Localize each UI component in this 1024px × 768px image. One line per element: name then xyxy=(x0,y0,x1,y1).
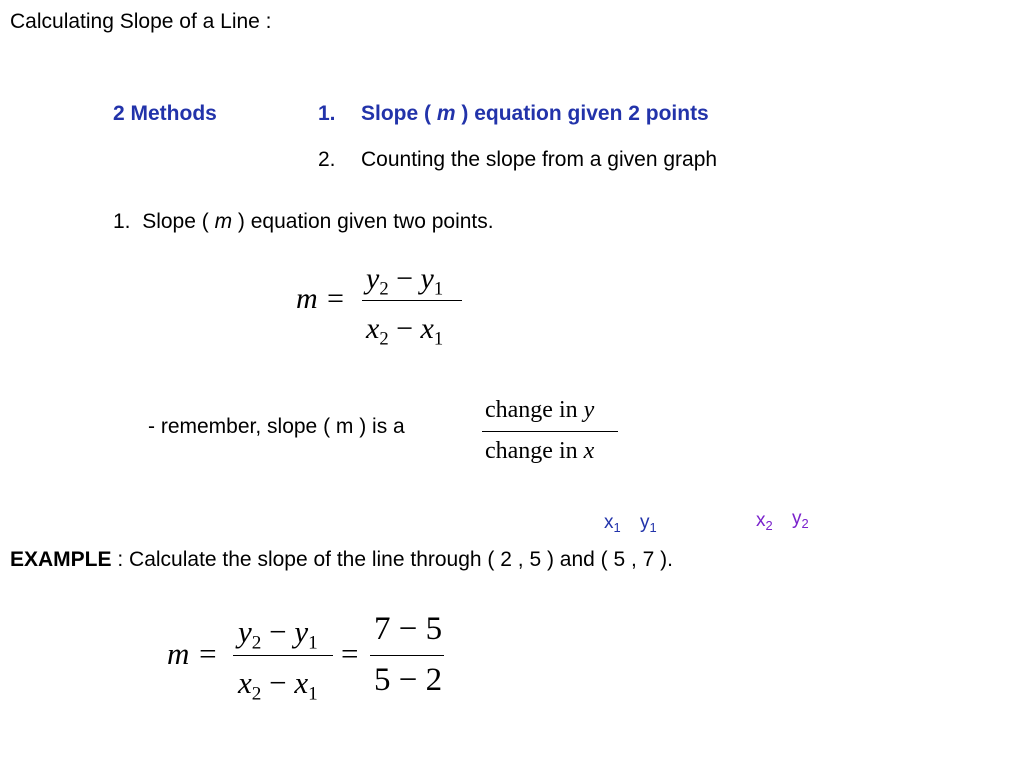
label-y2 xyxy=(792,508,809,531)
formula-den-x2-sub: 2 xyxy=(379,328,389,350)
label-y2-sub: 2 xyxy=(801,515,809,531)
formula-den-x1-sub: 1 xyxy=(433,328,444,350)
label-x1 xyxy=(604,512,621,535)
example-den-x1: x xyxy=(294,665,309,700)
formula-num-y1: y xyxy=(420,262,434,295)
section-1-after: ) equation given two points. xyxy=(237,210,494,233)
method-1-before: Slope ( xyxy=(361,102,432,125)
formula-den-x1: x xyxy=(420,312,434,345)
formula-num-y2-sub: 2 xyxy=(379,278,389,300)
example-num-y1: y xyxy=(294,614,309,649)
remember-numerator xyxy=(485,397,594,424)
label-y1-letter: y xyxy=(640,512,650,533)
example-formula-lhs: m = xyxy=(167,636,219,671)
example-den-x1-sub: 1 xyxy=(308,683,318,705)
page-title: Calculating Slope of a Line : xyxy=(10,10,272,33)
formula-numerator xyxy=(366,262,443,301)
remember-fraction-bar xyxy=(482,431,618,432)
example-label: EXAMPLE xyxy=(10,548,112,571)
label-x1-sub: 1 xyxy=(613,519,621,535)
example-den-values: 5 − 2 xyxy=(374,662,443,698)
label-x1-letter: x xyxy=(604,512,614,533)
label-x2-sub: 2 xyxy=(765,517,773,533)
formula-fraction-bar xyxy=(362,300,462,301)
method-1-text xyxy=(361,102,709,126)
method-2-number: 2. xyxy=(318,148,336,171)
example-num-y2-sub: 2 xyxy=(251,632,262,654)
remember-num-var: y xyxy=(583,397,595,423)
formula-lhs: m = xyxy=(296,282,346,315)
example-num-y2: y xyxy=(238,614,252,649)
formula-den-minus: − xyxy=(396,312,414,345)
remember-denominator xyxy=(485,438,594,465)
remember-num-text: change in xyxy=(485,397,578,423)
remember-den-var: x xyxy=(583,438,595,464)
formula-num-minus: − xyxy=(396,262,414,295)
method-2-text: Counting the slope from a given graph xyxy=(361,148,718,171)
method-1-after: ) equation given 2 points xyxy=(461,102,709,125)
label-y1 xyxy=(640,512,657,535)
formula-denominator xyxy=(366,312,443,351)
section-1-heading xyxy=(113,210,494,234)
example-den-x2-sub: 2 xyxy=(251,683,262,705)
label-y1-sub: 1 xyxy=(649,519,657,535)
remember-den-text: change in xyxy=(485,438,578,464)
method-1-number: 1. xyxy=(318,102,336,125)
section-1-number: 1. xyxy=(113,210,131,233)
label-y2-letter: y xyxy=(792,508,802,529)
example-text: : Calculate the slope of the line through ( 2 , 5 ) and ( 5 , 7 ). xyxy=(117,548,674,571)
methods-heading: 2 Methods xyxy=(113,102,217,125)
method-1-var: m xyxy=(436,102,456,125)
formula-num-y2: y xyxy=(366,262,380,295)
label-x2 xyxy=(756,510,773,533)
section-1-before: Slope ( xyxy=(142,210,209,233)
label-x2-letter: x xyxy=(756,510,766,531)
example-den-x2: x xyxy=(238,665,252,700)
formula-den-x2: x xyxy=(366,312,380,345)
example-num-minus: − xyxy=(269,614,287,649)
example-line xyxy=(10,548,673,572)
example-num-values: 7 − 5 xyxy=(374,611,443,647)
formula-num-y1-sub: 1 xyxy=(433,278,444,300)
example-fraction-bar-2 xyxy=(370,655,444,656)
example-den-minus: − xyxy=(269,665,287,700)
example-formula-denominator xyxy=(238,665,318,706)
section-1-var: m xyxy=(214,210,233,233)
example-equals: = xyxy=(341,636,359,671)
example-num-y1-sub: 1 xyxy=(308,632,318,654)
example-fraction-bar-1 xyxy=(233,655,333,656)
example-formula-numerator xyxy=(238,614,318,655)
remember-text: - remember, slope ( m ) is a xyxy=(148,415,405,438)
